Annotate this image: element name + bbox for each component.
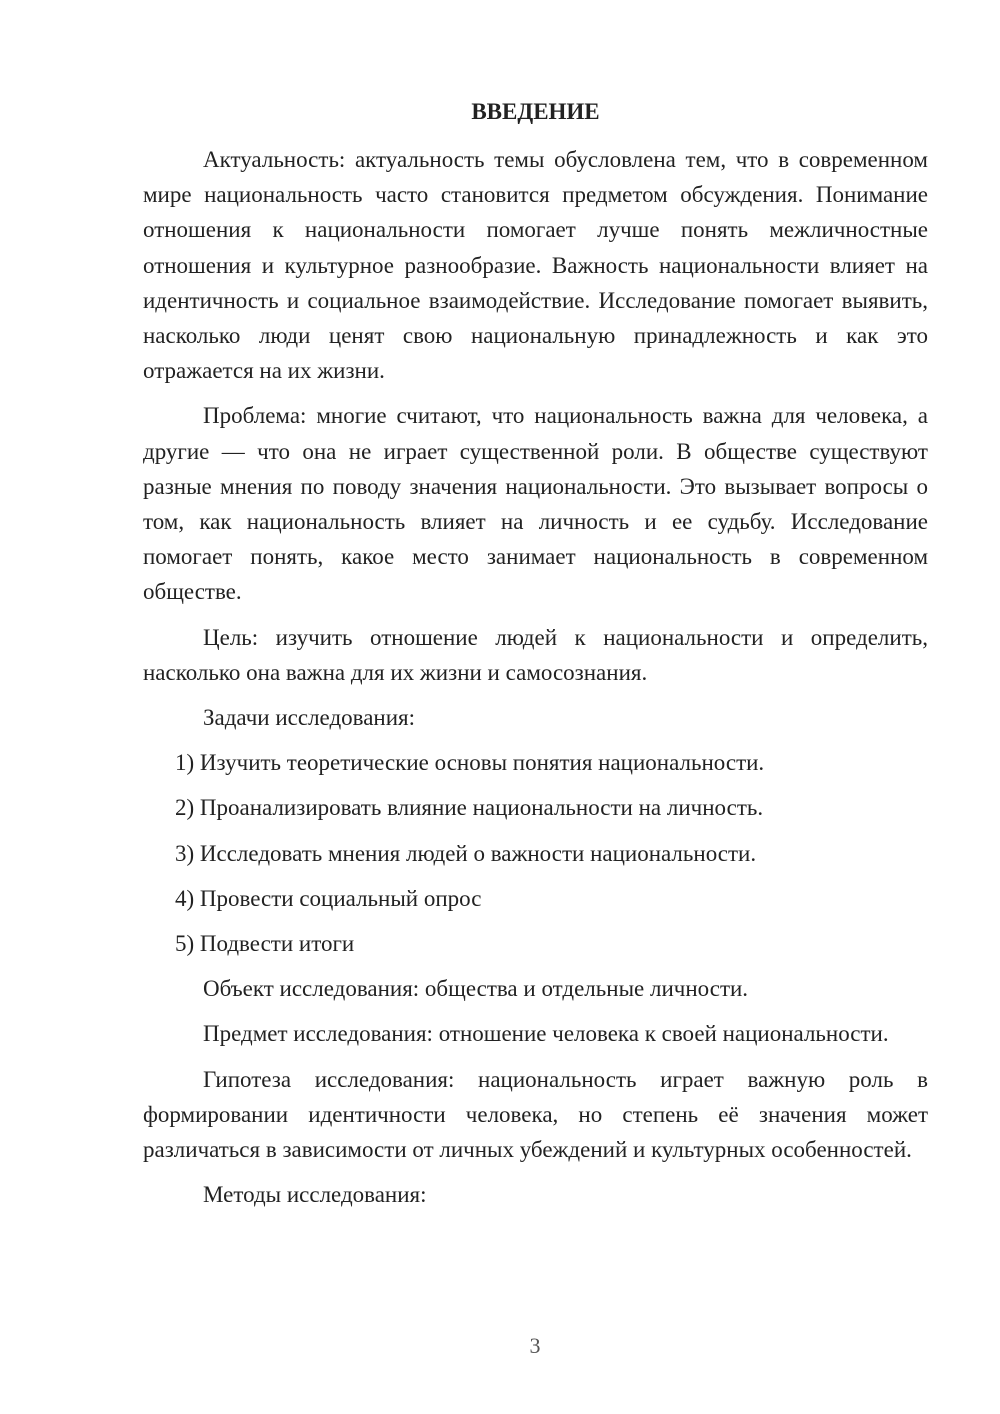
tasks-heading: Задачи исследования:	[203, 705, 416, 731]
task-item-5: 5) Подвести итоги	[175, 931, 355, 957]
methods-heading: Методы исследования:	[203, 1182, 427, 1208]
relevance-paragraph: Актуальность: актуальность темы обусловлена тем, что в современном мире национальность часто становится предметом обсуждения. Понимание отношения к национальности помогает лучше понять межличностные отношения и культурное разнообразие. Важность национальности влияет на идентичность и социальное взаимодействие. Исследование помогает выявить, насколько люди ценят свою национальную принадлежность и как это отражается на их жизни.	[143, 147, 928, 384]
goal-paragraph: Цель: изучить отношение людей к национальности и определить, насколько она важна для их жизни и самосознания.	[143, 624, 928, 685]
task-item-3: 3) Исследовать мнения людей о важности национальности.	[175, 840, 757, 866]
problem-paragraph: Проблема: многие считают, что национальность важна для человека, а другие — что она не играет существенной роли. В обществе существуют разные мнения по поводу значения национальности. Это вызывает вопросы о том, как национальность влияет на личность и ее судьбу. Исследование помогает понять, какое место занимает национальность в современном обществе.	[143, 403, 928, 605]
object-paragraph: Объект исследования: общества и отдельные личности.	[203, 976, 749, 1002]
hypothesis-paragraph: Гипотеза исследования: национальность играет важную роль в формировании идентичности человека, но степень её значения может различаться в зависимости от личных убеждений и культурных особенностей.	[143, 1066, 928, 1163]
page-text-column	[143, 92, 928, 1222]
task-item-4: 4) Провести социальный опрос	[175, 885, 482, 911]
task-item-2: 2) Проанализировать влияние национальности на личность.	[175, 795, 764, 821]
tasks-list	[143, 745, 928, 961]
subject-paragraph: Предмет исследования: отношение человека к своей национальности.	[203, 1021, 889, 1047]
page-title: ВВЕДЕНИЕ	[471, 99, 600, 124]
page-number: 3	[529, 1333, 541, 1358]
task-item-1: 1) Изучить теоретические основы понятия национальности.	[175, 750, 765, 776]
